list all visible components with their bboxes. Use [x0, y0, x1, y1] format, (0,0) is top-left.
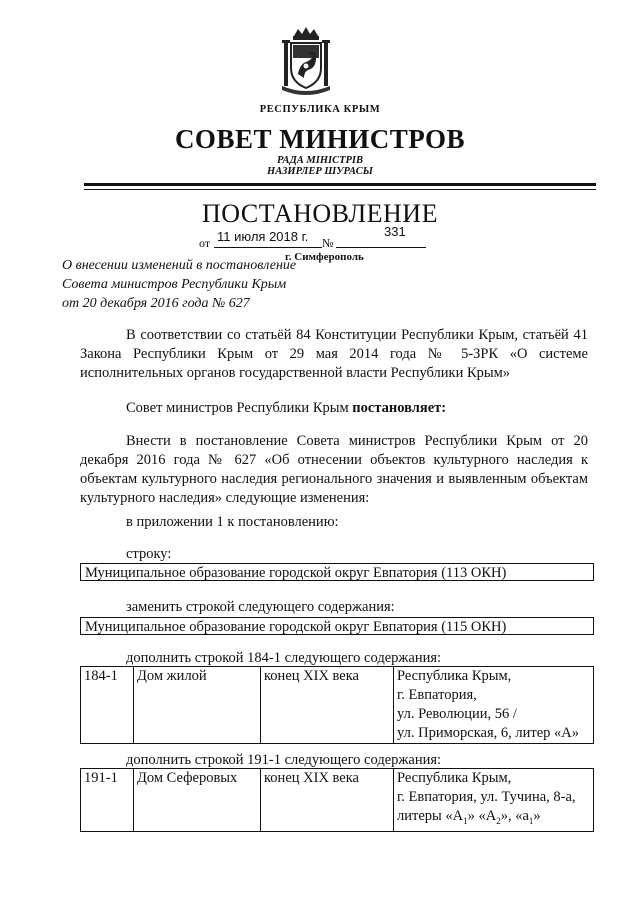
header-thick-rule — [84, 183, 596, 186]
number-sign-label: № — [322, 236, 334, 250]
address-line: Республика Крым, — [397, 668, 512, 684]
amendment-paragraph: Внести в постановление Совета министров Республики Крым от 20 декабря 2016 года № 627 «Об отнесении объектов культурного наследия к объектам культурного наследия регионального значения и выявленным объектам культурного наследия» следующие изменения: — [80, 433, 588, 506]
row-label-line: строку: — [126, 546, 172, 562]
new-row-box: Муниципальное образование городской округ Евпатория (115 ОКН) — [80, 617, 594, 635]
object-name-cell: Дом Сеферовых — [134, 769, 261, 832]
address-fragment: » «А — [467, 808, 497, 824]
resolution-paragraph — [80, 399, 588, 418]
address-line: ул. Приморская, 6, литер «А» — [397, 725, 579, 741]
subject-line: О внесении изменений в постановление — [62, 258, 297, 273]
subject-line: Совета министров Республики Крым — [62, 277, 287, 292]
appendix-line: в приложении 1 к постановлению: — [126, 514, 339, 530]
address-fragment: » — [533, 808, 541, 824]
address-subscript: 1 — [528, 815, 534, 826]
coat-of-arms-icon — [278, 26, 334, 96]
replace-label-line: заменить строкой следующего содержания: — [126, 599, 395, 615]
address-line: Республика Крым, — [397, 770, 512, 786]
address-cell — [394, 667, 594, 744]
subject-line: от 20 декабря 2016 года № 627 — [62, 296, 250, 311]
legal-basis-paragraph: В соответствии со статьёй 84 Конституции Республики Крым, статьёй 41 Закона Республики Крым от 29 мая 2014 года № 5-ЗРК «О системе исполнительных органов государственной власти Республики Крым» — [80, 327, 588, 381]
table-row — [81, 667, 594, 744]
add-row-184-label: дополнить строкой 184-1 следующего содержания: — [126, 650, 442, 666]
add-row-191-label: дополнить строкой 191-1 следующего содержания: — [126, 752, 442, 768]
object-table-184-1 — [80, 666, 594, 744]
object-table-191-1 — [80, 768, 594, 832]
address-line — [397, 807, 590, 831]
document-type-heading: ПОСТАНОВЛЕНИЕ — [202, 199, 438, 228]
table-row — [81, 769, 594, 832]
resolution-text: Совет министров Республики Крым — [126, 400, 353, 416]
address-cell — [394, 769, 594, 832]
rada-title: РАДА МІНІСТРІВ — [276, 155, 364, 166]
date-underline — [214, 247, 322, 248]
address-line: г. Евпатория, ул. Тучина, 8-а, — [397, 789, 576, 805]
nazirler-title: НАЗИРЛЕР ШУРАСЫ — [267, 166, 373, 177]
old-row-box: Муниципальное образование городской округ Евпатория (113 ОКН) — [80, 563, 594, 581]
period-cell: конец XIX века — [261, 769, 394, 832]
document-number: 331 — [384, 224, 406, 239]
address-subscript: 2 — [496, 815, 501, 826]
address-line: ул. Революции, 56 / — [397, 706, 517, 722]
address-line: г. Евпатория, — [397, 687, 477, 703]
row-number-cell: 191-1 — [81, 769, 134, 832]
subject-block — [62, 256, 296, 313]
period-cell: конец XIX века — [261, 667, 394, 744]
address-fragment: », «а — [500, 808, 529, 824]
date-prefix-label: от — [199, 236, 211, 250]
council-title: СОВЕТ МИНИСТРОВ — [174, 124, 466, 154]
document-date: 11 июля 2018 г. — [217, 229, 309, 244]
address-subscript: 1 — [463, 815, 468, 826]
header-thin-rule — [84, 189, 596, 190]
city-name: г. Симферополь — [285, 251, 364, 263]
object-name-cell: Дом жилой — [134, 667, 261, 744]
number-underline — [336, 247, 426, 248]
address-fragment: литеры «А — [397, 808, 464, 824]
row-number-cell: 184-1 — [81, 667, 134, 744]
resolves-word: постановляет: — [352, 400, 447, 416]
republic-title: РЕСПУБЛИКА КРЫМ — [259, 104, 381, 115]
